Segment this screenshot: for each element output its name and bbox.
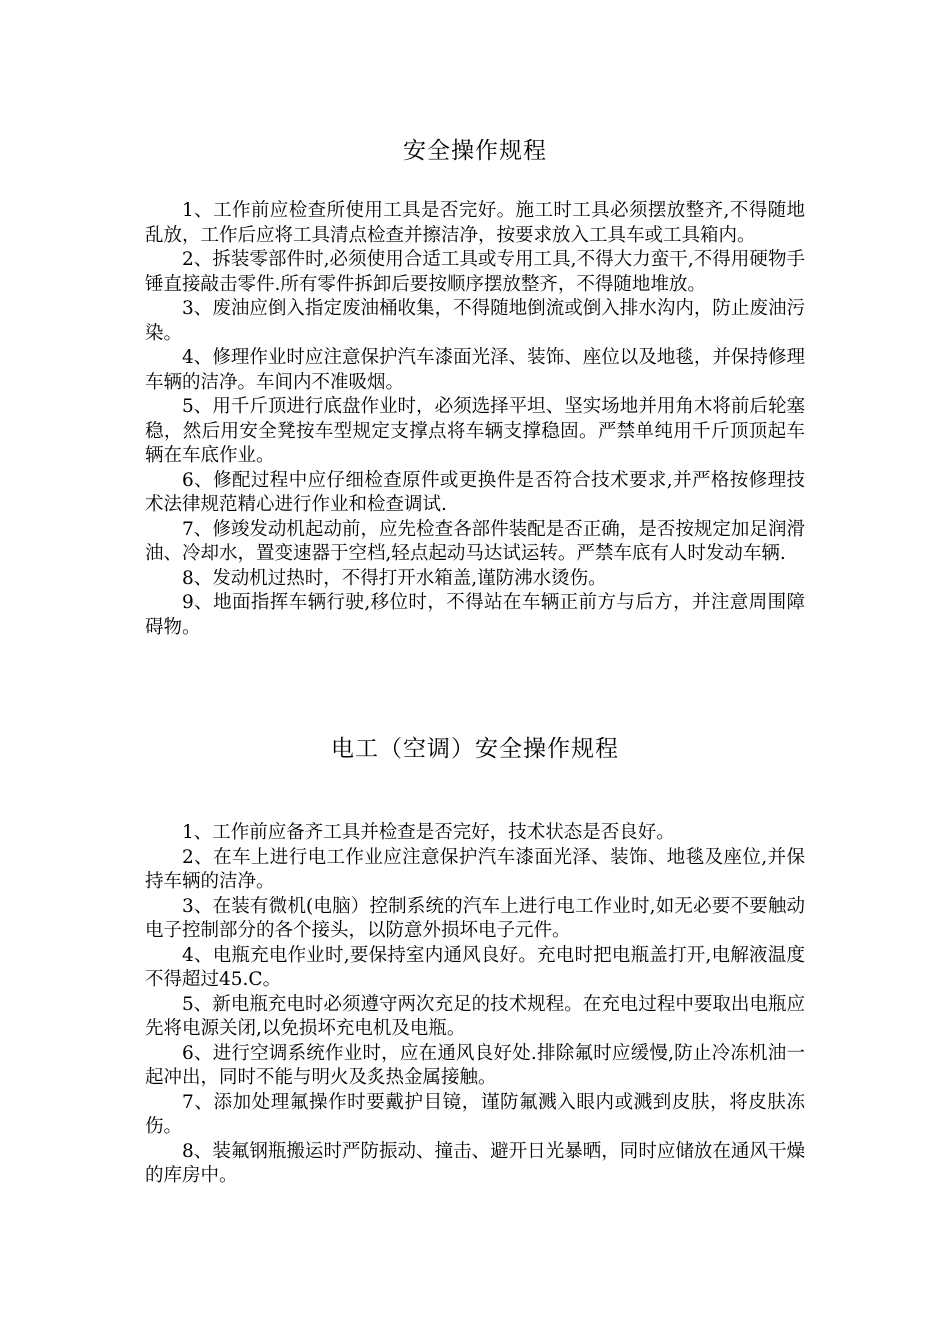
rule-item: 9、地面指挥车辆行驶,移位时，不得站在车辆正前方与后方，并注意周围障碍物。 (145, 592, 805, 638)
section-title: 电工（空调）安全操作规程 (331, 736, 619, 762)
page-title: 安全操作规程 (403, 138, 547, 164)
rule-item: 1、工作前应检查所使用工具是否完好。施工时工具必须摆放整齐,不得随地乱放，工作后应将工具清点检查并擦洁净，按要求放入工具车或工具箱内。 (145, 200, 805, 246)
rule-item: 4、电瓶充电作业时,要保持室内通风良好。充电时把电瓶盖打开,电解液温度不得超过45.C。 (145, 944, 805, 990)
rule-item: 2、在车上进行电工作业应注意保护汽车漆面光泽、装饰、地毯及座位,并保持车辆的洁净。 (145, 846, 805, 892)
rule-item: 7、添加处理氟操作时要戴护目镜，谨防氟溅入眼内或溅到皮肤，将皮肤冻伤。 (145, 1091, 805, 1137)
rule-item: 1、工作前应备齐工具并检查是否完好，技术状态是否良好。 (182, 822, 675, 843)
rule-item: 8、装氟钢瓶搬运时严防振动、撞击、避开日光暴晒，同时应储放在通风干燥的库房中。 (145, 1140, 805, 1186)
rule-item: 3、废油应倒入指定废油桶收集，不得随地倒流或倒入排水沟内，防止废油污染。 (145, 298, 805, 344)
rule-item: 6、修配过程中应仔细检查原件或更换件是否符合技术要求,并严格按修理技术法律规范精心进行作业和检查调试. (145, 469, 805, 515)
rule-item: 4、修理作业时应注意保护汽车漆面光泽、装饰、座位以及地毯，并保持修理车辆的洁净。车间内不准吸烟。 (145, 347, 805, 393)
safety-rules-list (145, 199, 805, 640)
rule-item: 8、发动机过热时，不得打开水箱盖,谨防沸水烫伤。 (182, 567, 607, 589)
rule-item: 2、拆装零部件时,必须使用合适工具或专用工具,不得大力蛮干,不得用硬物手锤直接敲击零件.所有零件拆卸后要按顺序摆放整齐，不得随地堆放。 (145, 249, 805, 295)
rule-item: 5、新电瓶充电时必须遵守两次充足的技术规程。在充电过程中要取出电瓶应先将电源关闭,以免损坏充电机及电瓶。 (145, 993, 805, 1039)
rule-item: 7、修竣发动机起动前，应先检查各部件装配是否正确，是否按规定加足润滑油、冷却水，置变速器于空档,轻点起动马达试运转。严禁车底有人时发动车辆. (145, 518, 805, 564)
rule-item: 3、在装有微机(电脑）控制系统的汽车上进行电工作业时,如无必要不要触动电子控制部分的各个接头，以防意外损坏电子元件。 (145, 895, 805, 941)
rule-item: 5、用千斤顶进行底盘作业时，必须选择平坦、坚实场地并用角木将前后轮塞稳，然后用安全凳按车型规定支撑点将车辆支撑稳固。严禁单纯用千斤顶顶起车辆在车底作业。 (145, 396, 805, 466)
rule-item: 6、进行空调系统作业时，应在通风良好处.排除氟时应缓慢,防止冷冻机油一起冲出，同时不能与明火及炙热金属接触。 (145, 1042, 805, 1088)
electrician-rules-list (145, 821, 805, 1189)
